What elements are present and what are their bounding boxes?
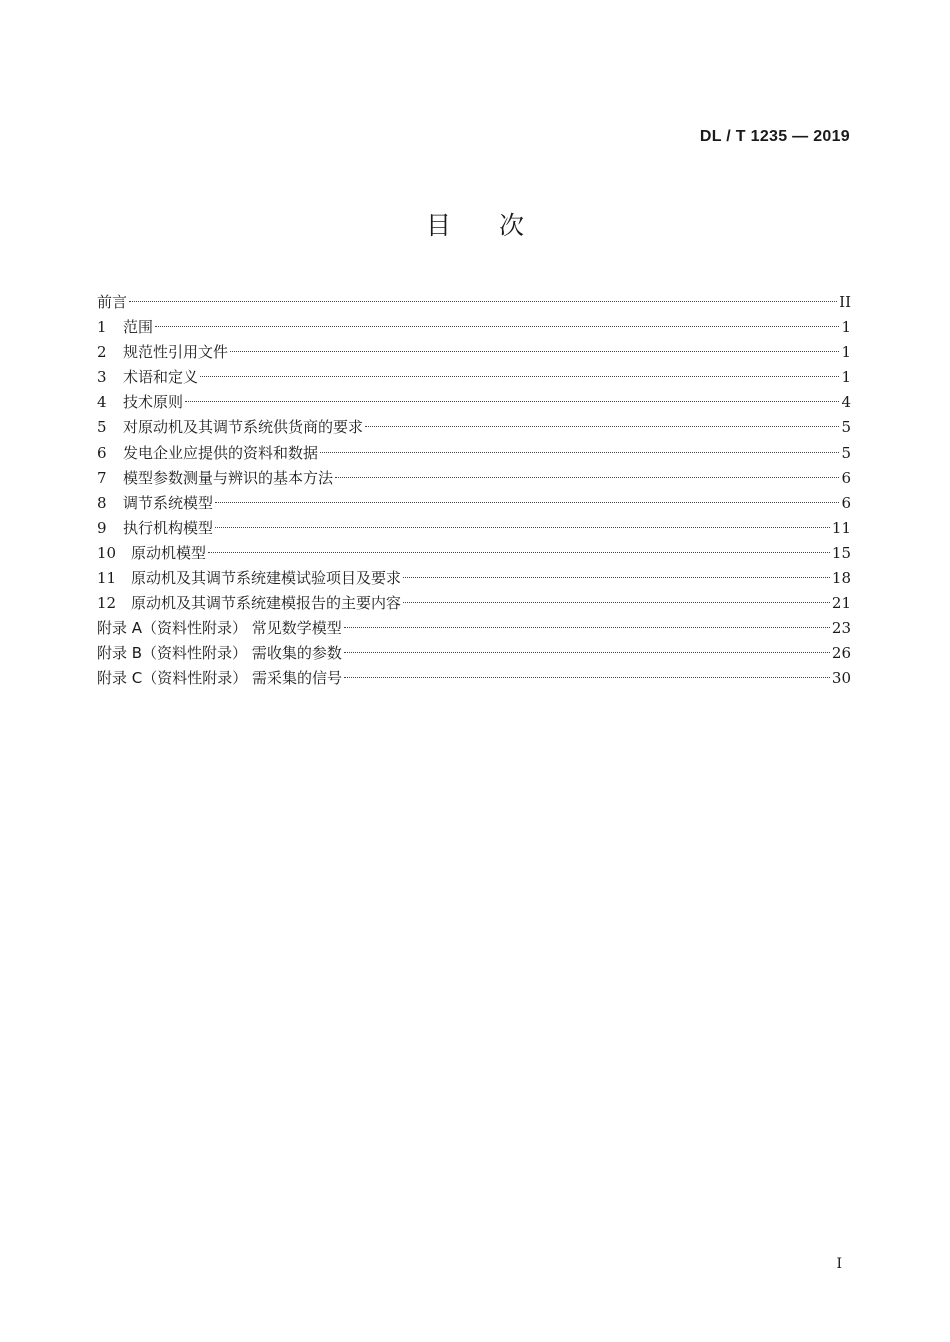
- toc-entry-label: 原动机及其调节系统建模试验项目及要求: [131, 569, 402, 588]
- toc-entry-page: 1: [841, 368, 851, 387]
- toc-entry-page: 5: [841, 443, 851, 462]
- toc-title-part2: 次: [499, 211, 525, 240]
- toc-leader: [344, 652, 830, 653]
- toc-entry-number: 1: [97, 318, 107, 337]
- toc-entry-2[interactable]: [97, 340, 851, 365]
- toc-leader: [155, 326, 839, 327]
- toc-entry-number: 7: [97, 468, 107, 487]
- toc-entry-page: 30: [831, 669, 851, 688]
- toc-entry-page: 15: [831, 543, 851, 562]
- toc-entry-10[interactable]: [97, 541, 851, 566]
- toc-leader: [365, 426, 839, 427]
- toc-entry-appendix-c[interactable]: [97, 666, 851, 691]
- standard-code: DL / T 1235 — 2019: [699, 128, 850, 145]
- toc-entry-12[interactable]: [97, 591, 851, 616]
- toc-entry-4[interactable]: [97, 390, 851, 415]
- toc-leader: [230, 351, 839, 352]
- toc-leader: [215, 527, 830, 528]
- toc-entry-label: 原动机模型: [131, 543, 207, 562]
- toc-entry-number: 4: [97, 393, 107, 412]
- toc-leader: [185, 401, 839, 402]
- toc-entry-number: 5: [97, 418, 107, 437]
- toc-leader: [403, 602, 830, 603]
- toc-entry-label: 附录 A（资料性附录） 常见数学模型: [97, 619, 342, 638]
- toc-entry-label: 规范性引用文件: [123, 343, 229, 362]
- page-number: I: [836, 1256, 842, 1272]
- toc-entry-label: 执行机构模型: [123, 518, 214, 537]
- toc-entry-number: 2: [97, 343, 107, 362]
- toc-entry-page: 6: [841, 493, 851, 512]
- toc-entry-appendix-b[interactable]: [97, 641, 851, 666]
- toc-entry-6[interactable]: [97, 441, 851, 466]
- toc-entry-label: 模型参数测量与辨识的基本方法: [123, 468, 334, 487]
- toc-entry-number: 10: [97, 543, 117, 562]
- toc-entry-number: 8: [97, 493, 107, 512]
- toc-leader: [344, 627, 830, 628]
- toc-entry-page: 26: [831, 644, 851, 663]
- toc-title: [0, 206, 950, 242]
- toc-entry-label: 术语和定义: [123, 368, 199, 387]
- toc-entry-number: 12: [97, 594, 117, 613]
- toc-entry-page: II: [839, 293, 851, 311]
- toc-entry-label: 附录 B（资料性附录） 需收集的参数: [97, 644, 342, 663]
- toc-entry-label: 发电企业应提供的资料和数据: [123, 443, 319, 462]
- toc-entry-page: 23: [831, 619, 851, 638]
- toc-entry-label: 前言: [97, 293, 128, 311]
- toc-leader: [200, 376, 839, 377]
- toc-entry-label: 范围: [123, 318, 154, 337]
- toc-entry-page: 4: [841, 393, 851, 412]
- toc-entry-9[interactable]: [97, 516, 851, 541]
- toc-entry-number: 3: [97, 368, 107, 387]
- toc-entry-page: 18: [831, 569, 851, 588]
- toc-entry-7[interactable]: [97, 466, 851, 491]
- toc-entry-1[interactable]: [97, 315, 851, 340]
- toc-entry-page: 11: [831, 518, 851, 537]
- toc-leader: [208, 552, 830, 553]
- toc-entry-label: 调节系统模型: [123, 493, 214, 512]
- toc-entry-label: 对原动机及其调节系统供货商的要求: [123, 418, 364, 437]
- toc-entry-3[interactable]: [97, 365, 851, 390]
- toc-entry-label: 原动机及其调节系统建模报告的主要内容: [131, 594, 402, 613]
- toc-entry-page: 5: [841, 418, 851, 437]
- toc-leader: [335, 477, 839, 478]
- toc-entry-page: 1: [841, 318, 851, 337]
- toc-entry-label: 附录 C（资料性附录） 需采集的信号: [97, 669, 343, 688]
- toc-entry-page: 21: [831, 594, 851, 613]
- toc-leader: [344, 677, 830, 678]
- toc-title-part1: 目: [425, 211, 451, 240]
- toc-leader: [403, 577, 830, 578]
- toc-entry-5[interactable]: [97, 415, 851, 440]
- toc-list: [97, 290, 851, 692]
- toc-entry-page: 1: [841, 343, 851, 362]
- toc-leader: [215, 502, 839, 503]
- toc-entry-preface[interactable]: [97, 290, 851, 315]
- toc-entry-label: 技术原则: [123, 393, 184, 412]
- toc-entry-number: 6: [97, 443, 107, 462]
- toc-entry-page: 6: [841, 468, 851, 487]
- toc-entry-11[interactable]: [97, 566, 851, 591]
- toc-entry-number: 9: [97, 518, 107, 537]
- toc-leader: [320, 452, 839, 453]
- toc-entry-appendix-a[interactable]: [97, 616, 851, 641]
- toc-leader: [129, 301, 837, 302]
- toc-entry-number: 11: [97, 569, 117, 588]
- toc-entry-8[interactable]: [97, 491, 851, 516]
